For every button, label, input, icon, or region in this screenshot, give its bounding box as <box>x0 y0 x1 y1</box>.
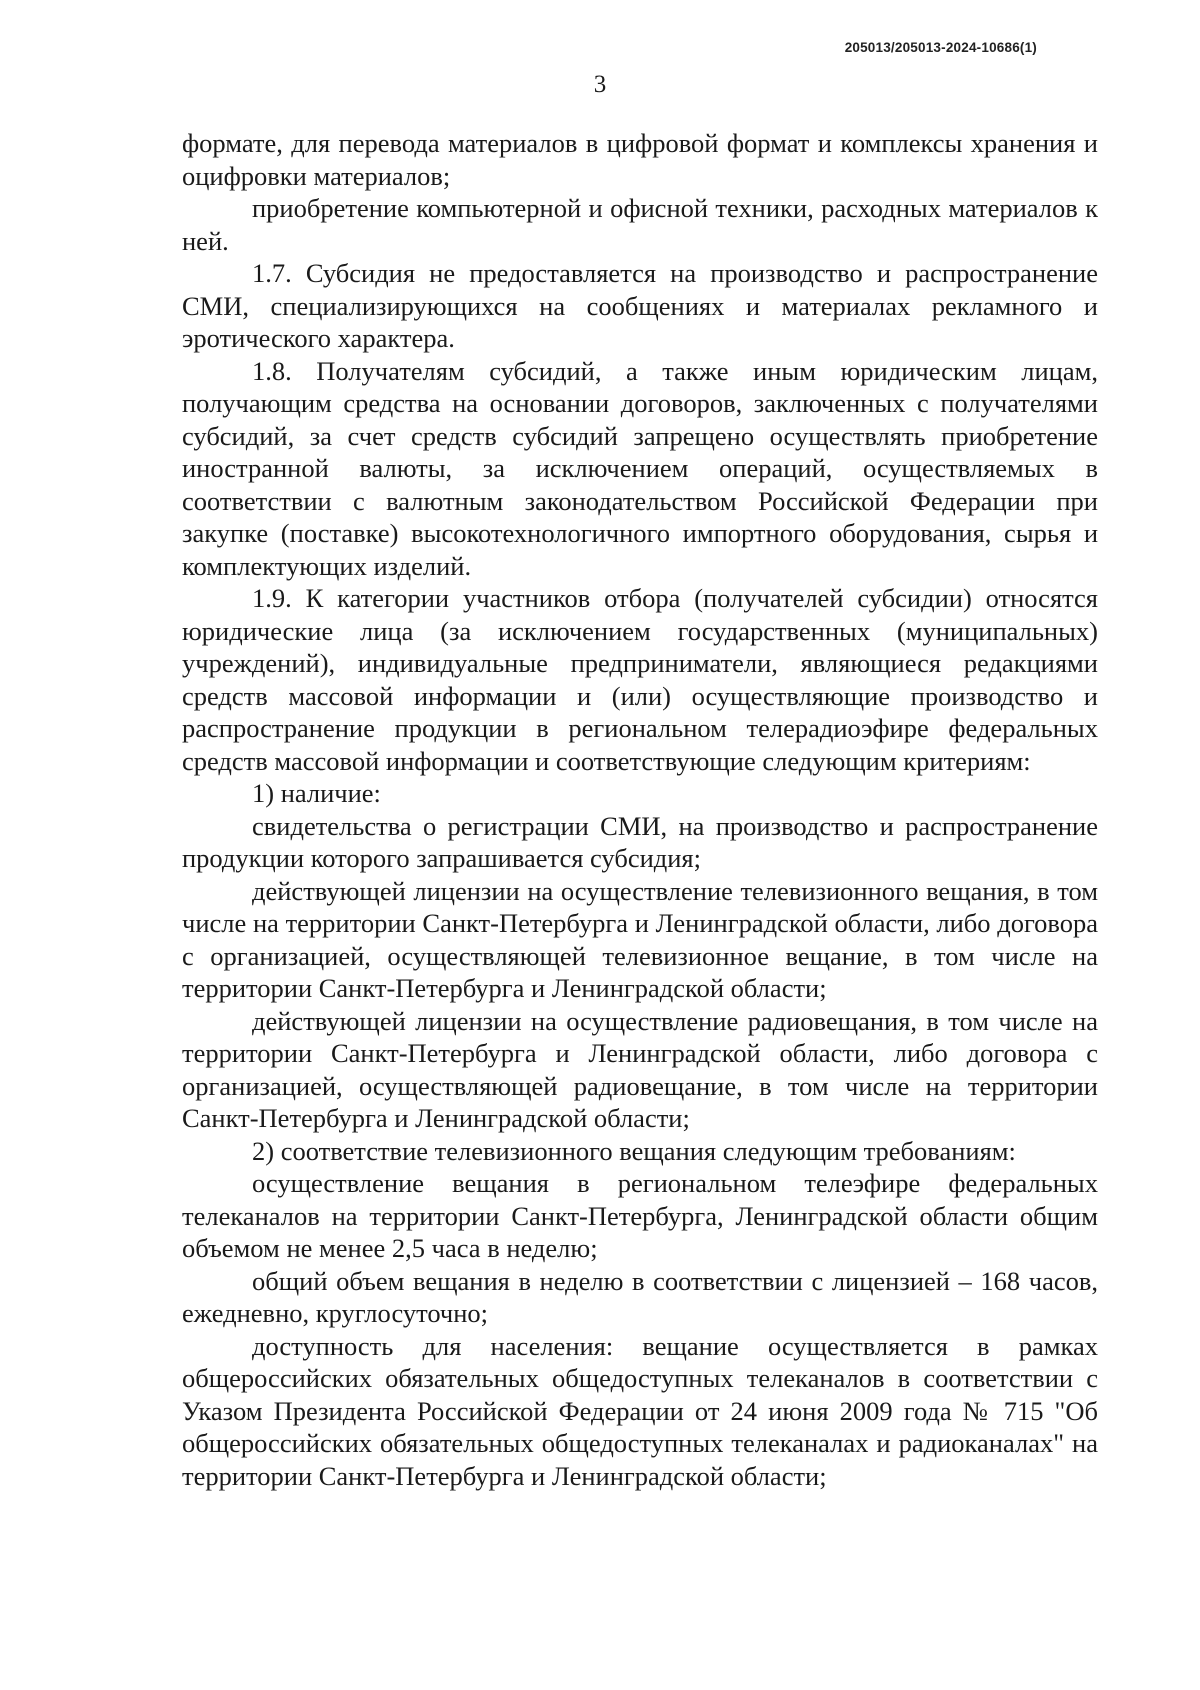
paragraph-radio-license: действующей лицензии на осуществление радиовещания, в том числе на территории Санкт-Петербурга и Ленинградской области, либо договора с организацией, осуществляющей радиовещание, в том числе на территории Санкт-Петербурга и Ленинградской области; <box>182 1005 1098 1133</box>
paragraph-item-2: 2) соответствие телевизионного вещания следующим требованиям: <box>252 1135 1016 1166</box>
paragraph-tv-license: действующей лицензии на осуществление телевизионного вещания, в том числе на территории Санкт-Петербурга и Ленинградской области, либо договора с организацией, осуществляющей телевизионное вещание, в том числе на территории Санкт-Петербурга и Ленинградской области; <box>182 875 1098 1003</box>
paragraph-availability: доступность для населения: вещание осуществляется в рамках общероссийских обязательных общедоступных телеканалов в соответствии с Указом Президента Российской Федерации от 24 июня 2009 года № 715 "Об общероссийских обязательных общедоступных телеканалах и радиоканалах" на территории Санкт-Петербурга и Ленинградской области; <box>182 1330 1098 1491</box>
paragraph-1-7: 1.7. Субсидия не предоставляется на производство и распространение СМИ, специализирующихся на сообщениях и материалах рекламного и эротического характера. <box>182 258 1098 353</box>
page-number: 3 <box>593 71 607 98</box>
paragraph-computer-equipment: приобретение компьютерной и офисной техники, расходных материалов к ней. <box>182 193 1098 256</box>
document-id: 205013/205013-2024-10686(1) <box>844 40 1037 55</box>
paragraph-weekly-volume: общий объем вещания в неделю в соответствии с лицензией – 168 часов, ежедневно, круглосуточно; <box>182 1265 1098 1328</box>
paragraph-regional-broadcast: осуществление вещания в региональном телеэфире федеральных телеканалов на территории Санкт-Петербурга, Ленинградской области общим объемом не менее 2,5 часа в неделю; <box>182 1168 1098 1263</box>
paragraph-1-9: 1.9. К категории участников отбора (получателей субсидии) относятся юридические лица (за исключением государственных (муниципальных) учреждений), индивидуальные предприниматели, являющиеся редакциями средств массовой информации и (или) осуществляющие производство и распространение продукции в региональном телерадиоэфире федеральных средств массовой информации и соответствующие следующим критериям: <box>182 583 1098 776</box>
paragraph-registration-certificate: свидетельства о регистрации СМИ, на производство и распространение продукции которого запрашивается субсидия; <box>182 810 1098 873</box>
paragraph-continuation: формате, для перевода материалов в цифровой формат и комплексы хранения и оцифровки материалов; <box>182 128 1098 191</box>
paragraph-1-8: 1.8. Получателям субсидий, а также иным юридическим лицам, получающим средства на основании договоров, заключенных с получателями субсидий, за счет средств субсидий запрещено осуществлять приобретение иностранной валюты, за исключением операций, осуществляемых в соответствии с валютным законодательством Российской Федерации при закупке (поставке) высокотехнологичного импортного оборудования, сырья и комплектующих изделий. <box>182 355 1098 581</box>
paragraph-item-1: 1) наличие: <box>252 778 381 808</box>
document-body <box>182 127 1098 1492</box>
